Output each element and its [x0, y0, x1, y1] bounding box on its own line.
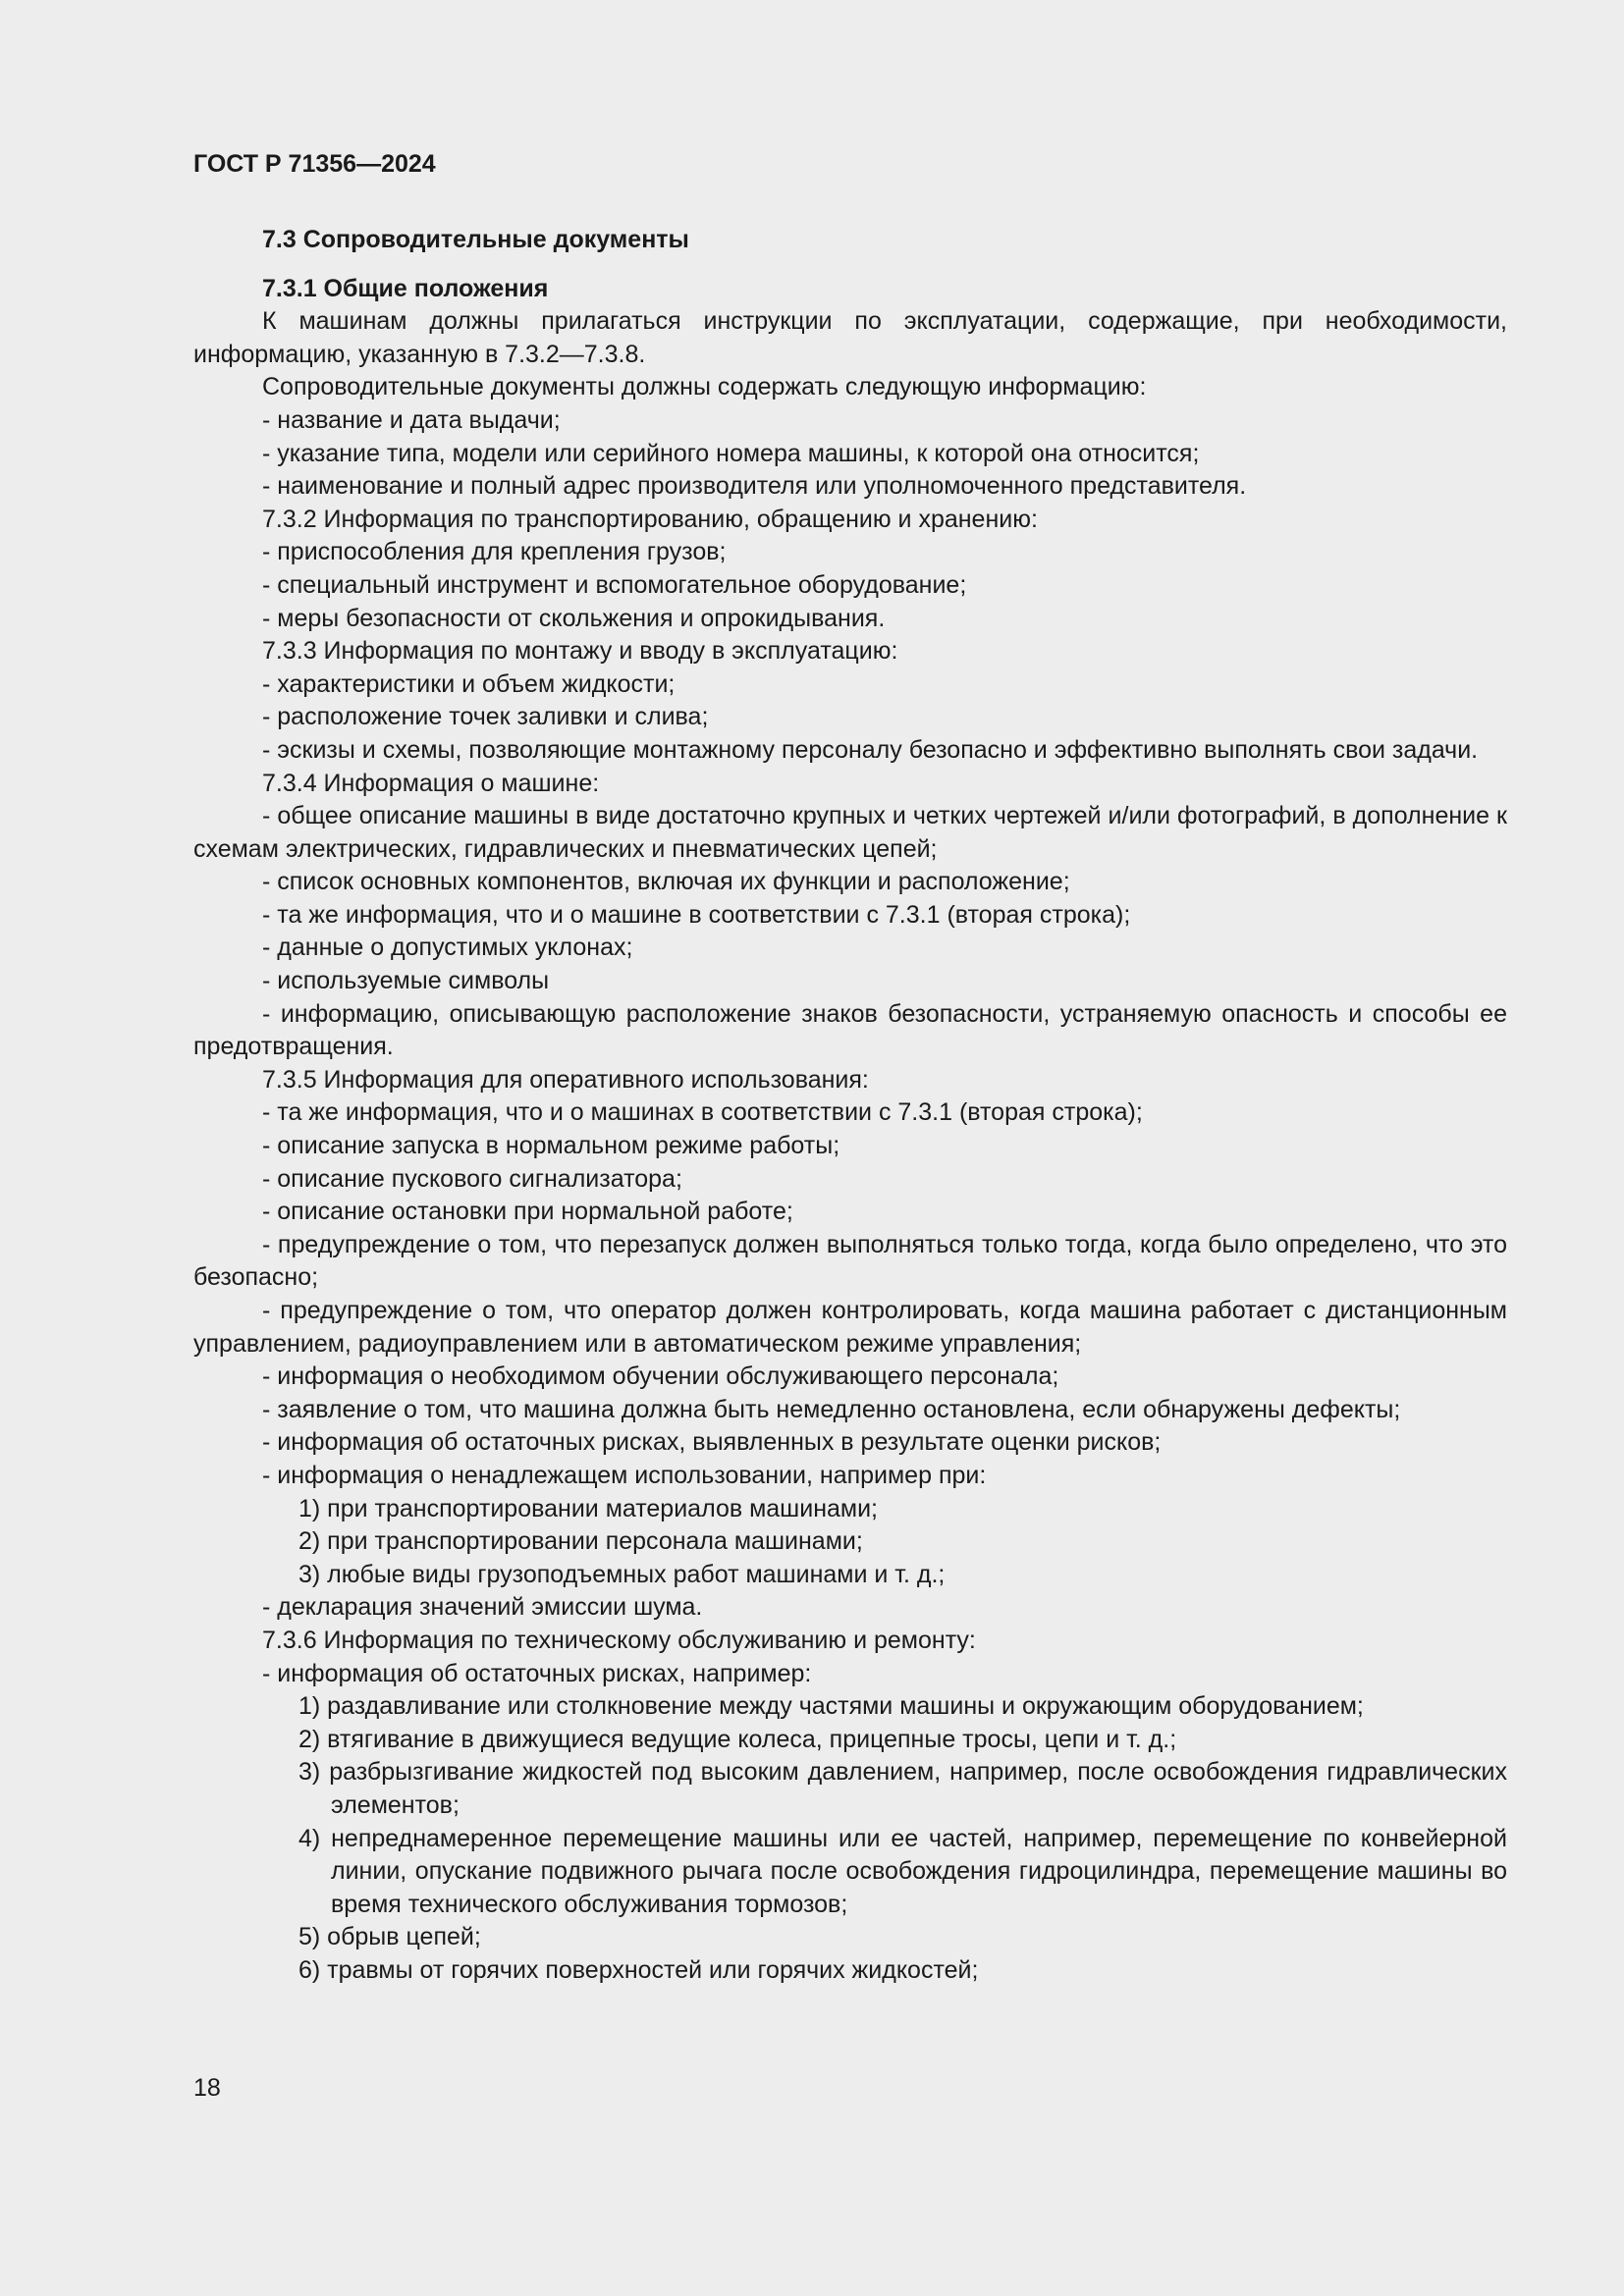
paragraph: К машинам должны прилагаться инструкции по эксплуатации, содержащие, при необходимости, информацию, указанную в 7.3.2—7.3.8. [193, 307, 1507, 368]
paragraph: - список основных компонентов, включая их функции и расположение; [262, 868, 1070, 896]
numbered-item: 3) любые виды грузоподъемных работ машинами и т. д.; [298, 1560, 946, 1588]
paragraph: 7.3.4 Информация о машине: [262, 769, 600, 797]
numbered-item: 3) разбрызгивание жидкостей под высоким давлением, например, после освобождения гидравлических элементов; [298, 1758, 1507, 1819]
paragraph: - расположение точек заливки и слива; [262, 703, 709, 731]
paragraph: - информация об остаточных рисках, выявленных в результате оценки рисков; [262, 1428, 1162, 1457]
paragraph: - характеристики и объем жидкости; [262, 669, 676, 698]
paragraph: - информация о необходимом обучении обслуживающего персонала; [262, 1362, 1059, 1391]
paragraph: - информация о ненадлежащем использовании, например при: [262, 1461, 987, 1489]
paragraph: - описание пускового сигнализатора; [262, 1164, 682, 1193]
paragraph: 7.3.5 Информация для оперативного использования: [262, 1065, 869, 1094]
paragraph: - декларация значений эмиссии шума. [262, 1593, 703, 1622]
subsection-heading: 7.3.1 Общие положения [262, 274, 549, 302]
paragraph: 7.3.3 Информация по монтажу и вводу в эксплуатацию: [262, 637, 898, 666]
paragraph: 7.3.2 Информация по транспортированию, обращению и хранению: [262, 505, 1038, 533]
paragraph: - наименование и полный адрес производителя или уполномоченного представителя. [262, 472, 1247, 501]
paragraph: - та же информация, что и о машинах в соответствии с 7.3.1 (вторая строка); [262, 1098, 1143, 1127]
paragraph: - указание типа, модели или серийного номера машины, к которой она относится; [262, 439, 1200, 467]
paragraph: - общее описание машины в виде достаточно крупных и четких чертежей и/или фотографий, в дополнение к схемам электрических, гидравлических и пневматических цепей; [193, 802, 1507, 863]
paragraph: - предупреждение о том, что перезапуск должен выполняться только тогда, когда было определено, что это безопасно; [193, 1230, 1507, 1292]
paragraph: - данные о допустимых уклонах; [262, 934, 633, 962]
paragraph: - предупреждение о том, что оператор должен контролировать, когда машина работает с дистанционным управлением, радиоуправлением или в автоматическом режиме управления; [193, 1297, 1507, 1358]
paragraph: - та же информация, что и о машине в соответствии с 7.3.1 (вторая строка); [262, 900, 1131, 929]
numbered-item: 6) травмы от горячих поверхностей или горячих жидкостей; [298, 1955, 979, 1984]
numbered-item: 5) обрыв цепей; [298, 1923, 481, 1951]
paragraph: - специальный инструмент и вспомогательное оборудование; [262, 570, 967, 599]
paragraph: - меры безопасности от скольжения и опрокидывания. [262, 604, 886, 632]
paragraph: - информацию, описывающую расположение знаков безопасности, устраняемую опасность и способы ее предотвращения. [193, 999, 1507, 1061]
document-body [193, 224, 1507, 1987]
paragraph: - эскизы и схемы, позволяющие монтажному персоналу безопасно и эффективно выполнять свои задачи. [262, 735, 1479, 764]
document-header: ГОСТ Р 71356—2024 [193, 150, 436, 178]
numbered-item: 1) при транспортировании материалов машинами; [298, 1494, 879, 1522]
page-number: 18 [193, 2074, 221, 2102]
paragraph: - приспособления для крепления грузов; [262, 538, 727, 566]
section-heading: 7.3 Сопроводительные документы [262, 226, 689, 253]
paragraph: 7.3.6 Информация по техническому обслуживанию и ремонту: [262, 1626, 976, 1654]
numbered-item: 2) втягивание в движущиеся ведущие колеса, прицепные тросы, цепи и т. д.; [298, 1725, 1177, 1753]
numbered-item: 1) раздавливание или столкновение между частями машины и окружающим оборудованием; [298, 1692, 1364, 1721]
paragraph: - заявление о том, что машина должна быть немедленно остановлена, если обнаружены дефекты; [262, 1395, 1401, 1423]
numbered-item: 4) непреднамеренное перемещение машины или ее частей, например, перемещение по конвейерной линии, опускание подвижного рычага после освобождения гидроцилиндра, перемещение машины во время технического обслуживания тормозов; [298, 1824, 1507, 1918]
paragraph: - название и дата выдачи; [262, 405, 561, 434]
section-content [193, 305, 1507, 1987]
paragraph: - описание остановки при нормальной работе; [262, 1198, 793, 1226]
paragraph: - информация об остаточных рисках, например: [262, 1659, 812, 1687]
paragraph: - описание запуска в нормальном режиме работы; [262, 1132, 840, 1160]
numbered-item: 2) при транспортировании персонала машинами; [298, 1527, 863, 1556]
paragraph: Сопроводительные документы должны содержать следующую информацию: [262, 373, 1147, 401]
paragraph: - используемые символы [262, 967, 550, 995]
